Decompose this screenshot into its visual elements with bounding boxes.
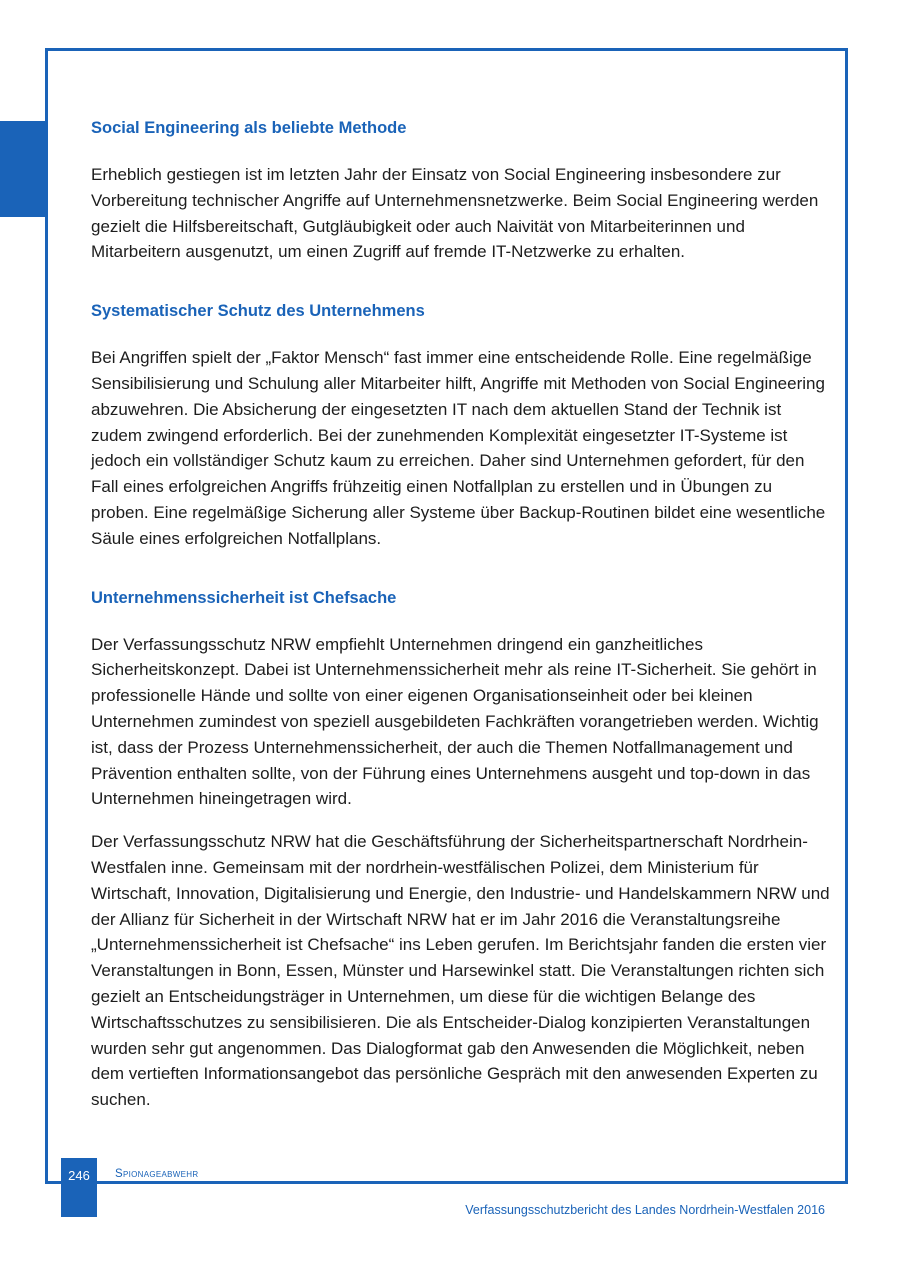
section-corporate-security [91,584,831,1113]
publication-title: Verfassungsschutzbericht des Landes Nordrhein-Westfalen 2016 [465,1203,825,1217]
section-heading: Unternehmenssicherheit ist Chefsache [91,588,397,607]
page-number-box [61,1158,97,1217]
paragraph: Erheblich gestiegen ist im letzten Jahr der Einsatz von Social Engineering insbesondere zur Vorbereitung technischer Angriffe auf Unternehmensnetzwerke. Beim Social Engineering werden gezielt die Hilfsbereitschaft, Gutgläubigkeit oder auch Naivität von Mitarbeiterinnen und Mitarbeitern ausgenutzt, um einen Zugriff auf fremde IT-Netzwerke zu erhalten. [91,165,819,262]
chapter-tab-marker [0,121,47,217]
page-number: 246 [68,1168,90,1183]
paragraph: Der Verfassungsschutz NRW empfiehlt Unternehmen dringend ein ganzheitliches Sicherheitskonzept. Dabei ist Unternehmenssicherheit mehr als reine IT-Sicherheit. Sie gehört in professionelle Hände und sollte von einer eigenen Organisationseinheit oder bei kleinen Unternehmen zumindest von speziell ausgebildeten Fachkräften vorangetrieben werden. Wichtig ist, dass der Prozess Unternehmenssicherheit, der auch die Themen Notfallmanagement und Prävention enthalten sollte, von der Führung eines Unternehmens ausgeht und top-down in das Unternehmen hineingetragen wird. [91,634,819,809]
main-content [91,114,831,1145]
section-heading: Systematischer Schutz des Unternehmens [91,302,425,321]
paragraph: Der Verfassungsschutz NRW hat die Geschäftsführung der Sicherheitspartnerschaft Nordrhein-Westfalen inne. Gemeinsam mit der nordrhein-westfälischen Polizei, dem Ministerium für Wirtschaft, Innovation, Digitalisierung und Energie, den Industrie- und Handelskammern NRW und der Allianz für Sicherheit in der Wirtschaft NRW hat er im Jahr 2016 die Veranstaltungsreihe „Unternehmenssicherheit ist Chefsache“ ins Leben gerufen. Im Berichtsjahr fanden die ersten vier Veranstaltungen in Bonn, Essen, Münster und Harsewinkel statt. Die Veranstaltungen richten sich gezielt an Entscheidungsträger in Unternehmen, um diese für die wichtigen Belange des Wirtschaftsschutzes zu sensibilisieren. Die als Entscheider-Dialog konzipierten Veranstaltungen wurden sehr gut angenommen. Das Dialogformat gab den Anwesenden die Möglichkeit, neben dem vertieften Informationsangebot das persönliche Gespräch mit den anwesenden Experten zu suchen. [91,832,830,1110]
section-heading: Social Engineering als beliebte Methode [91,119,407,137]
section-systematic-protection [91,297,831,551]
running-head: Spionageabwehr [115,1168,199,1180]
section-social-engineering [91,114,831,265]
paragraph: Bei Angriffen spielt der „Faktor Mensch“ fast immer eine entscheidende Rolle. Eine regelmäßige Sensibilisierung und Schulung aller Mitarbeiter hilft, Angriffe mit Methoden von Social Engineering abzuwehren. Die Absicherung der eingesetzten IT nach dem aktuellen Stand der Technik ist zudem zwingend erforderlich. Bei der zunehmenden Komplexität eingesetzter IT-Systeme ist jedoch ein vollständiger Schutz kaum zu erreichen. Daher sind Unternehmen gefordert, für den Fall eines erfolgreichen Angriffs frühzeitig einen Notfallplan zu erstellen und in Übungen zu proben. Eine regelmäßige Sicherung aller Systeme über Backup-Routinen bildet eine wesentliche Säule eines erfolgreichen Notfallplans. [91,348,826,548]
